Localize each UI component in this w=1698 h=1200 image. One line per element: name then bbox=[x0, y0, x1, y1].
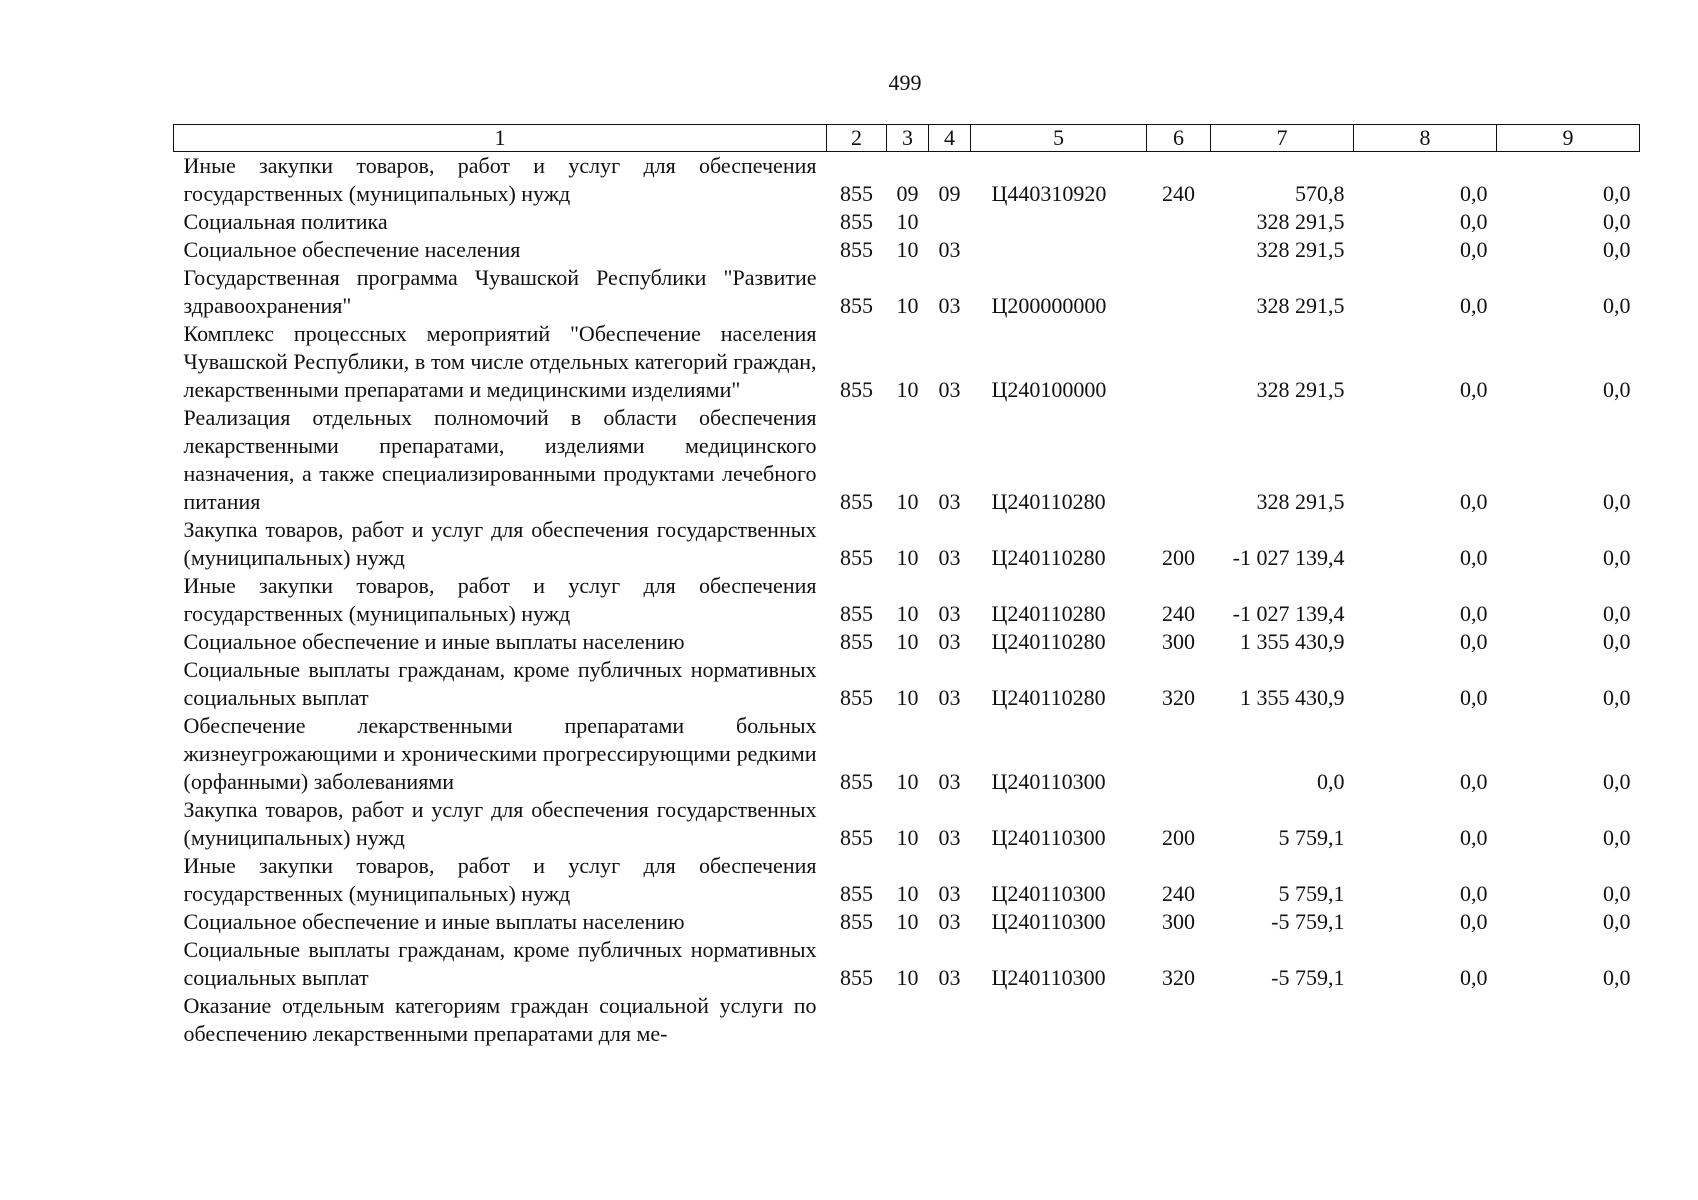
amount-cell-3: 0,0 bbox=[1603, 181, 1631, 206]
section-code-cell: 09 bbox=[896, 181, 919, 206]
subsection-code-cell bbox=[929, 992, 971, 1048]
ministry-code-cell bbox=[827, 992, 887, 1048]
expense-type-cell bbox=[1147, 208, 1211, 236]
table-row bbox=[174, 712, 1640, 796]
amount-cell: -1 027 139,4 bbox=[1232, 545, 1345, 570]
amount-cell: 0,0 bbox=[1317, 769, 1345, 794]
amount-cell-2: 0,0 bbox=[1460, 601, 1488, 626]
expense-type-cell: 320 bbox=[1162, 685, 1195, 710]
ministry-code-cell: 855 bbox=[840, 965, 873, 990]
ministry-code-cell: 855 bbox=[840, 769, 873, 794]
expense-type-cell: 240 bbox=[1162, 181, 1195, 206]
row-description: Иные закупки товаров, работ и услуг для обеспечения государственных (муниципальных) нужд bbox=[183, 153, 817, 206]
table-row bbox=[174, 852, 1640, 908]
amount-cell-3 bbox=[1497, 992, 1640, 1048]
amount-cell-3: 0,0 bbox=[1603, 545, 1631, 570]
expense-type-cell: 200 bbox=[1162, 545, 1195, 570]
amount-cell-2: 0,0 bbox=[1460, 293, 1488, 318]
ministry-code-cell: 855 bbox=[840, 881, 873, 906]
target-article-cell bbox=[971, 992, 1147, 1048]
column-header-1: 1 bbox=[174, 125, 827, 152]
row-description: Закупка товаров, работ и услуг для обеспечения государственных (муниципальных) нужд bbox=[183, 797, 817, 850]
amount-cell: 5 759,1 bbox=[1278, 825, 1345, 850]
subsection-code-cell: 03 bbox=[938, 377, 961, 402]
target-article-cell: Ц240110280 bbox=[991, 489, 1106, 514]
section-code-cell: 10 bbox=[896, 601, 919, 626]
expense-type-cell bbox=[1147, 404, 1211, 516]
column-header-5: 5 bbox=[971, 125, 1147, 152]
amount-cell-2: 0,0 bbox=[1460, 629, 1488, 654]
amount-cell-3: 0,0 bbox=[1603, 909, 1631, 934]
section-code-cell: 10 bbox=[896, 685, 919, 710]
subsection-code-cell: 03 bbox=[938, 293, 961, 318]
table-row bbox=[174, 208, 1640, 236]
ministry-code-cell: 855 bbox=[840, 377, 873, 402]
ministry-code-cell: 855 bbox=[840, 909, 873, 934]
table-header-row bbox=[174, 125, 1640, 152]
expense-type-cell: 200 bbox=[1162, 825, 1195, 850]
amount-cell: -5 759,1 bbox=[1271, 965, 1345, 990]
target-article-cell: Ц240110300 bbox=[991, 881, 1106, 906]
amount-cell-2: 0,0 bbox=[1460, 769, 1488, 794]
subsection-code-cell: 03 bbox=[938, 909, 961, 934]
amount-cell-2: 0,0 bbox=[1460, 181, 1488, 206]
subsection-code-cell: 03 bbox=[938, 685, 961, 710]
subsection-code-cell: 03 bbox=[938, 545, 961, 570]
ministry-code-cell: 855 bbox=[840, 209, 873, 234]
subsection-code-cell: 03 bbox=[938, 881, 961, 906]
target-article-cell: Ц240110300 bbox=[991, 825, 1106, 850]
subsection-code-cell: 09 bbox=[938, 181, 961, 206]
section-code-cell: 10 bbox=[896, 909, 919, 934]
amount-cell-2: 0,0 bbox=[1460, 237, 1488, 262]
section-code-cell: 10 bbox=[896, 881, 919, 906]
amount-cell-2: 0,0 bbox=[1460, 965, 1488, 990]
amount-cell-2: 0,0 bbox=[1460, 909, 1488, 934]
row-description: Социальное обеспечение и иные выплаты населению bbox=[183, 909, 685, 934]
expense-type-cell: 300 bbox=[1162, 909, 1195, 934]
column-header-2: 2 bbox=[827, 125, 887, 152]
expense-type-cell bbox=[1147, 992, 1211, 1048]
expense-type-cell: 240 bbox=[1162, 601, 1195, 626]
amount-cell-2: 0,0 bbox=[1460, 377, 1488, 402]
amount-cell-2: 0,0 bbox=[1460, 881, 1488, 906]
amount-cell-2: 0,0 bbox=[1460, 685, 1488, 710]
column-header-3: 3 bbox=[887, 125, 929, 152]
amount-cell-2: 0,0 bbox=[1460, 825, 1488, 850]
subsection-code-cell: 03 bbox=[938, 629, 961, 654]
table-row bbox=[174, 908, 1640, 936]
ministry-code-cell: 855 bbox=[840, 601, 873, 626]
expense-type-cell bbox=[1147, 712, 1211, 796]
target-article-cell: Ц240100000 bbox=[991, 377, 1107, 402]
table-row bbox=[174, 320, 1640, 404]
row-description: Социальные выплаты гражданам, кроме публичных нормативных социальных выплат bbox=[183, 657, 817, 710]
ministry-code-cell: 855 bbox=[840, 489, 873, 514]
section-code-cell: 10 bbox=[896, 293, 919, 318]
expense-type-cell bbox=[1147, 236, 1211, 264]
table-row bbox=[174, 236, 1640, 264]
expense-type-cell: 300 bbox=[1162, 629, 1195, 654]
subsection-code-cell: 03 bbox=[938, 965, 961, 990]
table-row bbox=[174, 628, 1640, 656]
amount-cell-2: 0,0 bbox=[1460, 545, 1488, 570]
row-description: Социальное обеспечение и иные выплаты населению bbox=[183, 629, 685, 654]
target-article-cell bbox=[971, 236, 1147, 264]
row-description: Социальное обеспечение населения bbox=[183, 237, 521, 262]
row-description: Оказание отдельным категориям граждан социальной услуги по обеспечению лекарственными препаратами для ме- bbox=[183, 993, 817, 1046]
target-article-cell: Ц440310920 bbox=[991, 181, 1107, 206]
ministry-code-cell: 855 bbox=[840, 685, 873, 710]
expense-type-cell: 320 bbox=[1162, 965, 1195, 990]
row-description: Комплекс процессных мероприятий "Обеспечение населения Чувашской Республики, в том числе отдельных категорий граждан, лекарственными препаратами и медицинскими изделиями" bbox=[183, 321, 817, 402]
amount-cell-3: 0,0 bbox=[1603, 601, 1631, 626]
row-description: Обеспечение лекарственными препаратами больных жизнеугрожающими и хроническими прогрессирующими редкими (орфанными) заболеваниями bbox=[183, 713, 817, 794]
amount-cell bbox=[1211, 992, 1354, 1048]
amount-cell: 5 759,1 bbox=[1278, 881, 1345, 906]
amount-cell-3: 0,0 bbox=[1603, 489, 1631, 514]
amount-cell: -5 759,1 bbox=[1271, 909, 1345, 934]
section-code-cell: 10 bbox=[896, 769, 919, 794]
section-code-cell bbox=[887, 992, 929, 1048]
row-description: Иные закупки товаров, работ и услуг для обеспечения государственных (муниципальных) нужд bbox=[183, 853, 817, 906]
amount-cell-2: 0,0 bbox=[1460, 489, 1488, 514]
row-description: Социальная политика bbox=[183, 209, 388, 234]
subsection-code-cell: 03 bbox=[938, 601, 961, 626]
section-code-cell: 10 bbox=[896, 377, 919, 402]
column-header-6: 6 bbox=[1147, 125, 1211, 152]
amount-cell: 328 291,5 bbox=[1256, 209, 1345, 234]
subsection-code-cell: 03 bbox=[938, 489, 961, 514]
page-number: 499 bbox=[888, 70, 922, 95]
section-code-cell: 10 bbox=[896, 965, 919, 990]
section-code-cell: 10 bbox=[896, 545, 919, 570]
target-article-cell: Ц240110280 bbox=[991, 545, 1106, 570]
table-row bbox=[174, 936, 1640, 992]
row-description: Иные закупки товаров, работ и услуг для обеспечения государственных (муниципальных) нужд bbox=[183, 573, 817, 626]
amount-cell-3: 0,0 bbox=[1603, 685, 1631, 710]
section-code-cell: 10 bbox=[896, 629, 919, 654]
amount-cell-3: 0,0 bbox=[1603, 769, 1631, 794]
amount-cell: 328 291,5 bbox=[1256, 293, 1345, 318]
table-row bbox=[174, 796, 1640, 852]
subsection-code-cell: 03 bbox=[938, 825, 961, 850]
target-article-cell: Ц240110280 bbox=[991, 629, 1106, 654]
amount-cell-2 bbox=[1354, 992, 1497, 1048]
column-header-9: 9 bbox=[1497, 125, 1640, 152]
amount-cell: 570,8 bbox=[1295, 181, 1345, 206]
table-row bbox=[174, 152, 1640, 209]
target-article-cell: Ц240110300 bbox=[991, 909, 1106, 934]
section-code-cell: 10 bbox=[896, 489, 919, 514]
amount-cell: 328 291,5 bbox=[1256, 489, 1345, 514]
ministry-code-cell: 855 bbox=[840, 545, 873, 570]
section-code-cell: 10 bbox=[896, 209, 919, 234]
table-row bbox=[174, 516, 1640, 572]
expense-type-cell: 240 bbox=[1162, 881, 1195, 906]
amount-cell-3: 0,0 bbox=[1603, 825, 1631, 850]
target-article-cell: Ц200000000 bbox=[991, 293, 1107, 318]
table-row bbox=[174, 656, 1640, 712]
amount-cell: 1 355 430,9 bbox=[1240, 685, 1345, 710]
section-code-cell: 10 bbox=[896, 825, 919, 850]
table-row bbox=[174, 572, 1640, 628]
column-header-7: 7 bbox=[1211, 125, 1354, 152]
subsection-code-cell: 03 bbox=[938, 237, 961, 262]
target-article-cell: Ц240110280 bbox=[991, 601, 1106, 626]
target-article-cell: Ц240110300 bbox=[991, 769, 1106, 794]
amount-cell-3: 0,0 bbox=[1603, 629, 1631, 654]
ministry-code-cell: 855 bbox=[840, 825, 873, 850]
ministry-code-cell: 855 bbox=[840, 293, 873, 318]
target-article-cell: Ц240110280 bbox=[991, 685, 1106, 710]
subsection-code-cell bbox=[929, 208, 971, 236]
expense-type-cell bbox=[1147, 264, 1211, 320]
budget-table bbox=[173, 124, 1640, 1048]
table-body bbox=[174, 152, 1640, 1049]
row-description: Закупка товаров, работ и услуг для обеспечения государственных (муниципальных) нужд bbox=[183, 517, 817, 570]
amount-cell: 328 291,5 bbox=[1256, 237, 1345, 262]
row-description: Социальные выплаты гражданам, кроме публичных нормативных социальных выплат bbox=[183, 937, 817, 990]
amount-cell-2: 0,0 bbox=[1460, 209, 1488, 234]
target-article-cell bbox=[971, 208, 1147, 236]
amount-cell: -1 027 139,4 bbox=[1232, 601, 1345, 626]
amount-cell-3: 0,0 bbox=[1603, 237, 1631, 262]
table-row bbox=[174, 264, 1640, 320]
amount-cell-3: 0,0 bbox=[1603, 377, 1631, 402]
target-article-cell: Ц240110300 bbox=[991, 965, 1106, 990]
amount-cell-3: 0,0 bbox=[1603, 881, 1631, 906]
expense-type-cell bbox=[1147, 320, 1211, 404]
subsection-code-cell: 03 bbox=[938, 769, 961, 794]
ministry-code-cell: 855 bbox=[840, 629, 873, 654]
amount-cell: 1 355 430,9 bbox=[1240, 629, 1345, 654]
amount-cell: 328 291,5 bbox=[1256, 377, 1345, 402]
row-description: Реализация отдельных полномочий в области обеспечения лекарственными препаратами, изделиями медицинского назначения, а также специализированными продуктами лечебного питания bbox=[183, 405, 817, 514]
amount-cell-3: 0,0 bbox=[1603, 209, 1631, 234]
column-header-4: 4 bbox=[929, 125, 971, 152]
ministry-code-cell: 855 bbox=[840, 181, 873, 206]
amount-cell-3: 0,0 bbox=[1603, 965, 1631, 990]
table-row bbox=[174, 992, 1640, 1048]
table-row bbox=[174, 404, 1640, 516]
column-header-8: 8 bbox=[1354, 125, 1497, 152]
row-description: Государственная программа Чувашской Республики "Развитие здравоохранения" bbox=[183, 265, 817, 318]
section-code-cell: 10 bbox=[896, 237, 919, 262]
amount-cell-3: 0,0 bbox=[1603, 293, 1631, 318]
ministry-code-cell: 855 bbox=[840, 237, 873, 262]
